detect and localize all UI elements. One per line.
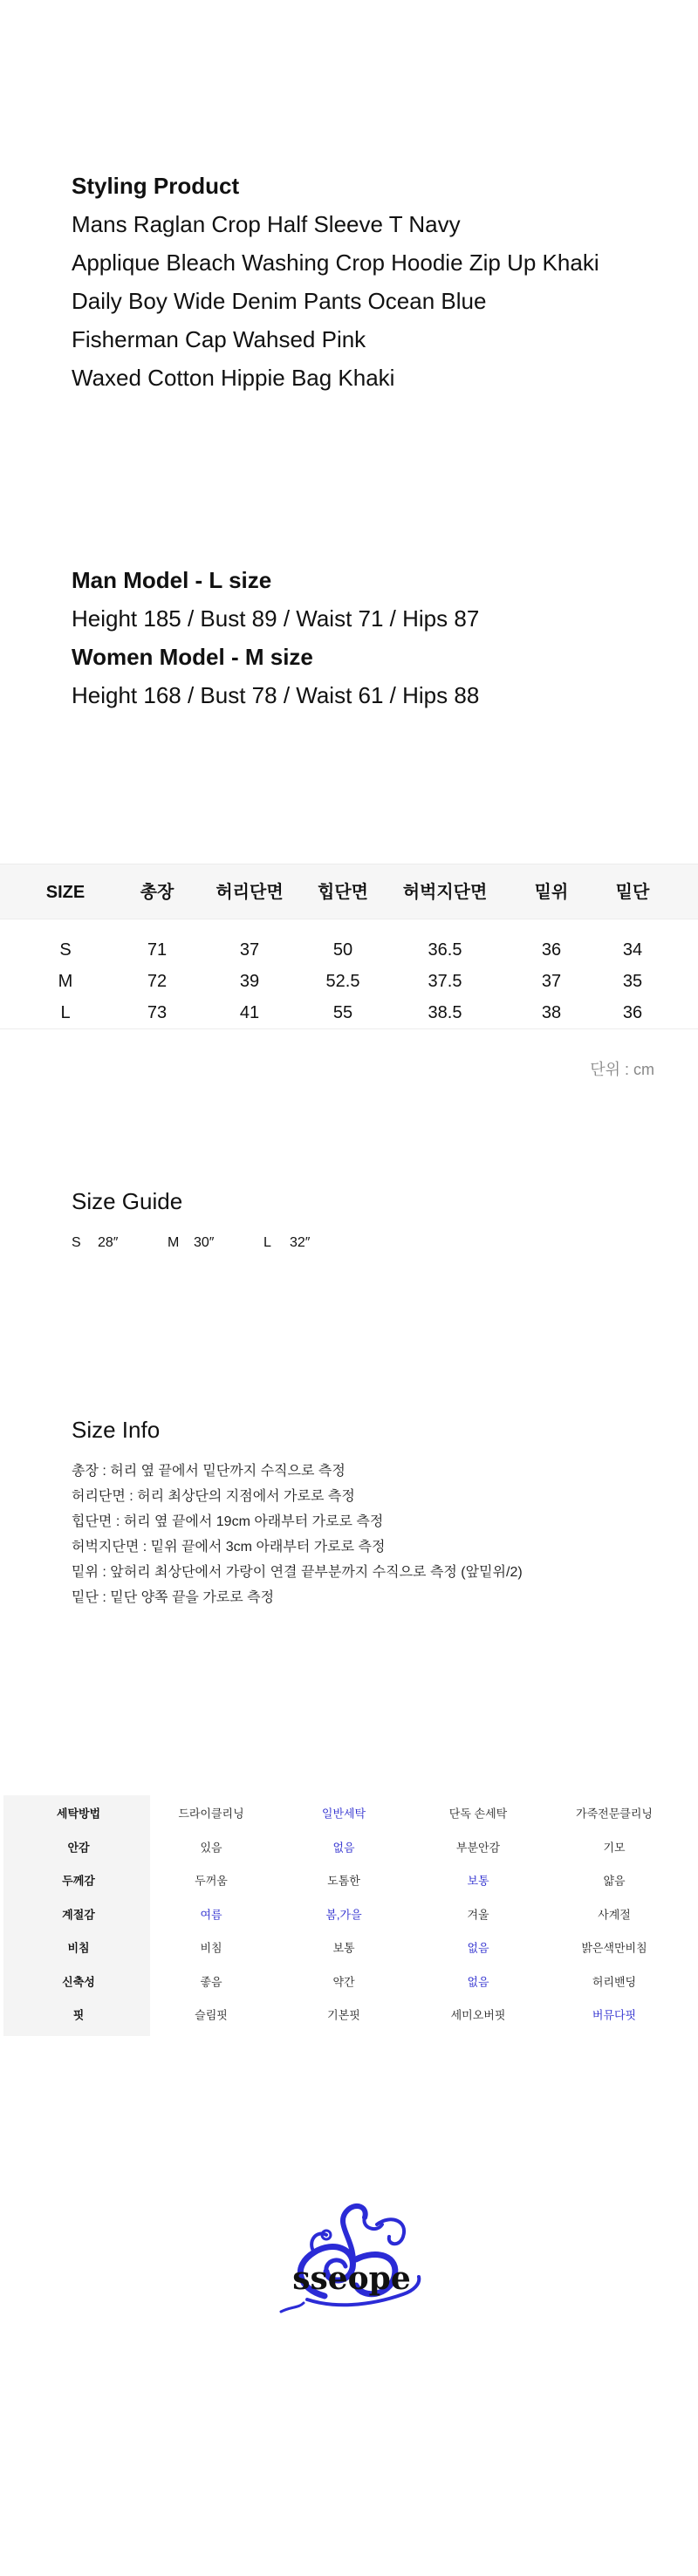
styling-product-item: Waxed Cotton Hippie Bag Khaki	[72, 365, 395, 391]
size-unit-note: 단위 : cm	[590, 1061, 654, 1078]
size-guide-section	[72, 1186, 359, 1251]
size-guide-size: L	[263, 1235, 271, 1250]
care-option-selected: 일반세탁	[321, 1807, 366, 1821]
care-option: 도톰한	[327, 1874, 360, 1888]
size-guide-item	[168, 1235, 263, 1251]
size-table-cell: 37.5	[428, 972, 462, 991]
care-option: 가죽전문클리닝	[576, 1807, 653, 1821]
size-table-cell: 36	[622, 1003, 643, 1022]
women-model-measurements: Height 168 / Bust 78 / Waist 61 / Hips 88	[72, 682, 480, 708]
size-info-heading: Size Info	[72, 1417, 161, 1443]
size-table-header-cell: 힙단면	[318, 883, 368, 902]
care-option: 세미오버핏	[450, 2008, 506, 2022]
care-option-selected: 여름	[200, 1908, 222, 1921]
styling-product-section	[72, 171, 682, 393]
size-guide-row	[72, 1235, 359, 1251]
size-guide-item	[72, 1235, 168, 1251]
care-option: 보통	[332, 1941, 355, 1955]
size-table-size-label: M	[58, 972, 73, 991]
styling-product-item: Mans Raglan Crop Half Sleeve T Navy	[72, 211, 461, 237]
care-option: 두꺼움	[195, 1874, 228, 1888]
care-label: 비침	[67, 1941, 90, 1955]
size-table-size-label: L	[60, 1003, 71, 1022]
man-model-measurements: Height 185 / Bust 89 / Waist 71 / Hips 87	[72, 605, 480, 632]
size-table-cell: 34	[622, 940, 643, 960]
styling-product-item: Fisherman Cap Wahsed Pink	[72, 326, 366, 352]
size-table-header	[0, 864, 698, 919]
size-table-header-cell: 허벅지단면	[402, 883, 488, 902]
styling-product-item: Daily Boy Wide Denim Pants Ocean Blue	[72, 288, 487, 314]
size-guide-item	[263, 1235, 359, 1251]
size-guide-inch: 28″	[98, 1235, 119, 1250]
size-guide-heading: Size Guide	[72, 1188, 183, 1214]
size-table-cell: 38.5	[428, 1003, 462, 1022]
care-option: 비침	[200, 1941, 222, 1955]
size-info-line: 총장 : 허리 옆 끝에서 밑단까지 수직으로 측정	[72, 1464, 346, 1479]
size-table-cell: 73	[147, 1003, 168, 1022]
model-info-section	[72, 565, 682, 710]
size-table-header-cell: 밑단	[615, 883, 650, 902]
size-table-cell: 38	[541, 1003, 562, 1022]
size-table-cell: 72	[147, 972, 168, 991]
women-model-heading: Women Model - M size	[72, 644, 313, 670]
size-info-line: 힙단면 : 허리 옆 끝에서 19cm 아래부터 가로로 측정	[72, 1514, 384, 1529]
size-table-cell: 55	[332, 1003, 353, 1022]
care-option-selected: 없음	[467, 1975, 489, 1988]
snake-logo-icon	[272, 2198, 431, 2320]
size-info-line: 허벅지단면 : 밑위 끝에서 3cm 아래부터 가로로 측정	[72, 1540, 386, 1554]
care-option-selected: 없음	[467, 1941, 489, 1955]
care-label: 신축성	[62, 1975, 95, 1988]
size-guide-inch: 32″	[290, 1235, 311, 1250]
care-label: 핏	[72, 2008, 85, 2022]
size-table-cell: 36	[541, 940, 562, 960]
care-label: 안감	[67, 1841, 90, 1854]
size-table-cell: 41	[239, 1003, 260, 1022]
care-option-selected: 버뮤다핏	[592, 2008, 637, 2022]
care-option: 겨울	[467, 1908, 489, 1921]
size-table-cell: 50	[332, 940, 353, 960]
care-option: 사계절	[598, 1908, 631, 1921]
brand-logo	[272, 2198, 431, 2320]
care-option: 허리밴딩	[592, 1975, 637, 1988]
size-info-lines	[72, 1459, 682, 1610]
man-model-heading: Man Model - L size	[72, 567, 272, 593]
size-table-cell: 71	[147, 940, 168, 960]
care-option: 기모	[603, 1841, 626, 1854]
size-table-cell: 35	[622, 972, 643, 991]
size-table-cell: 39	[239, 972, 260, 991]
logo-wordmark: sseope	[292, 2260, 411, 2297]
care-label: 계절감	[62, 1908, 95, 1921]
care-option: 슬림핏	[195, 2008, 228, 2022]
size-table-body	[0, 919, 698, 1029]
size-info-line: 밑위 : 앞허리 최상단에서 가랑이 연결 끝부분까지 수직으로 측정 (앞밑위/2)	[72, 1565, 523, 1580]
size-table-cell: 37	[239, 940, 260, 960]
size-table-cell: 52.5	[325, 972, 360, 991]
care-label: 세탁방법	[56, 1807, 101, 1821]
care-option-selected: 없음	[332, 1841, 355, 1854]
care-option: 드라이클리닝	[178, 1807, 244, 1821]
care-option: 단독 손세탁	[448, 1807, 508, 1821]
size-info-line: 허리단면 : 허리 최상단의 지점에서 가로로 측정	[72, 1489, 355, 1504]
care-option: 약간	[332, 1975, 355, 1988]
care-option-selected: 보통	[467, 1874, 489, 1888]
care-option: 밝은색만비침	[581, 1941, 647, 1955]
care-option: 부분안감	[455, 1841, 501, 1854]
size-guide-size: M	[168, 1235, 180, 1250]
care-option: 기본핏	[327, 2008, 360, 2022]
care-option-selected: 봄,가을	[325, 1908, 362, 1921]
care-option: 있음	[200, 1841, 222, 1854]
care-option: 얇음	[603, 1874, 626, 1888]
size-guide-inch: 30″	[194, 1235, 215, 1250]
size-table-header-cell: 총장	[140, 883, 174, 902]
size-table	[0, 864, 698, 1029]
size-table-header-cell: SIZE	[45, 883, 86, 902]
size-info-line: 밑단 : 밑단 양쪽 끝을 가로로 측정	[72, 1590, 275, 1605]
size-info-section	[72, 1415, 682, 1610]
care-option: 좋음	[200, 1975, 222, 1988]
care-info-table	[3, 1795, 698, 2036]
size-table-header-cell: 밑위	[534, 883, 569, 902]
size-table-cell: 37	[541, 972, 562, 991]
size-table-header-cell: 허리단면	[216, 883, 284, 902]
styling-product-item: Applique Bleach Washing Crop Hoodie Zip Up Khaki	[72, 249, 599, 276]
size-guide-size: S	[72, 1235, 81, 1250]
styling-product-heading: Styling Product	[72, 173, 240, 199]
size-table-cell: 36.5	[428, 940, 462, 960]
size-table-size-label: S	[59, 940, 72, 960]
care-label: 두께감	[62, 1874, 95, 1888]
